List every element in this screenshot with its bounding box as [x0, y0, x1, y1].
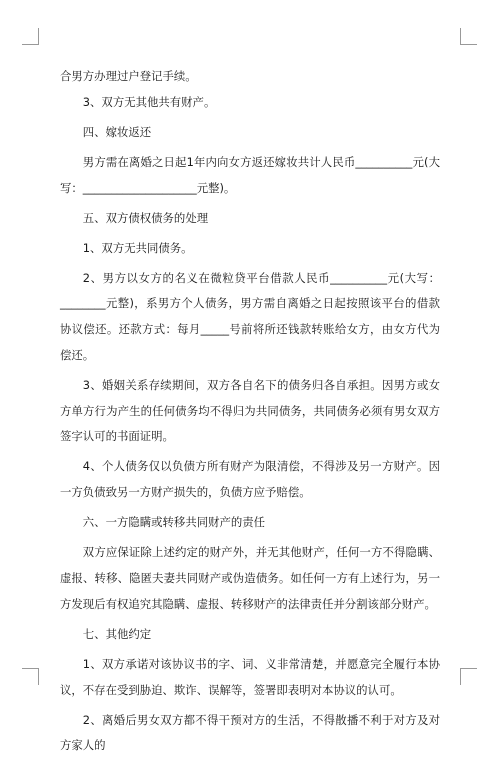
paragraph-concealment: 双方应保证除上述约定的财产外，并无其他财产，任何一方不得隐瞒、虚报、转移、隐匿夫妻共同财产或伪造债务。如任何一方有上述行为，另一方发现后有权追究其隐瞒、虚报、转移财产的法律责任并分割该部分财产。	[60, 545, 440, 611]
section-heading-dowry-return: 四、嫁妆返还	[82, 124, 152, 139]
paragraph-continuation: 合男方办理过户登记手续。	[60, 69, 197, 83]
crop-mark-top-left	[22, 28, 39, 45]
paragraph-dowry-return: 男方需在离婚之日起1年内向女方返还嫁妆共计人民币__________元(大写：____________________元整)。	[60, 154, 440, 195]
paragraph-debt-4: 4、个人债务仅以负债方所有财产为限清偿，不得涉及另一方财产。因一方负债致另一方财产损失的，负债方应予赔偿。	[60, 459, 440, 500]
section-heading-debts: 五、双方债权债务的处理	[82, 210, 209, 225]
section-heading-concealment: 六、一方隐瞒或转移共同财产的责任	[82, 515, 266, 530]
section-heading-other: 七、其他约定	[82, 626, 152, 641]
paragraph-debt-2: 2、男方以女方的名义在微粒贷平台借款人民币__________元(大写：________元整)，系男方个人债务，男方需自离婚之日起按照该平台的借款协议偿还。还款方式：每月_____号前将所还钱款转账给女方，由女方代为偿还。	[60, 270, 440, 362]
paragraph-debt-1: 1、双方无共同债务。	[82, 240, 193, 255]
paragraph-item-3-no-other-property: 3、双方无其他共有财产。	[82, 94, 216, 109]
crop-mark-top-right	[460, 28, 477, 45]
document-body	[60, 64, 440, 763]
paragraph-other-1: 1、双方承诺对该协议书的字、词、义非常清楚，并愿意完全履行本协议，不存在受到胁迫、欺诈、误解等，签署即表明对本协议的认可。	[60, 656, 440, 697]
paragraph-other-2: 2、离婚后男女双方都不得干预对方的生活，不得散播不利于对方及对方家人的	[60, 712, 440, 753]
crop-mark-bottom-left	[22, 668, 39, 685]
paragraph-debt-3: 3、婚姻关系存续期间，双方各自名下的债务归各自承担。因男方或女方单方行为产生的任何债务均不得归为共同债务，共同债务必须有男女双方签字认可的书面证明。	[60, 377, 440, 444]
crop-mark-bottom-right	[460, 668, 477, 685]
